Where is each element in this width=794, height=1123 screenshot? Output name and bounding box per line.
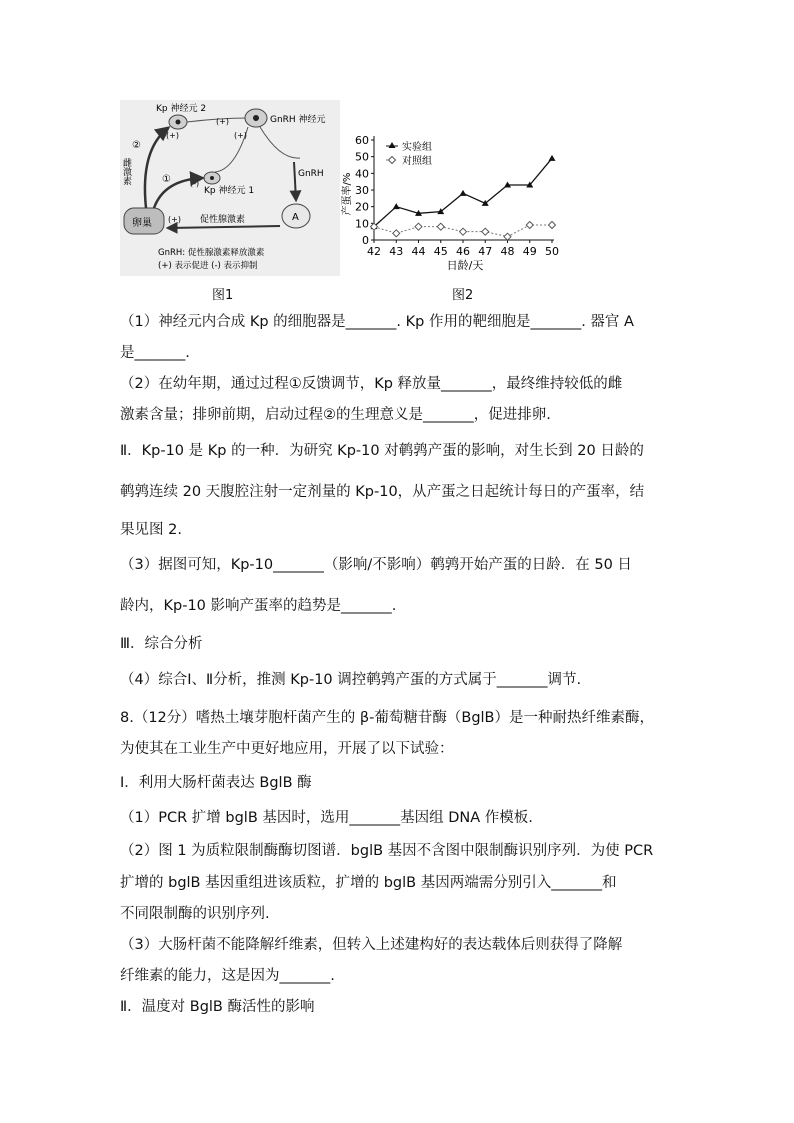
question-1-line-1: （1）神经元内合成 Kp 的细胞器是_______. Kp 作用的靶细胞是_______. 器官 A xyxy=(120,314,634,330)
kp-neuron-1-icon xyxy=(204,172,220,184)
problem-8-q2-line-3: 不同限制酶的识别序列. xyxy=(120,906,270,922)
question-1-line-2: 是_______. xyxy=(120,345,190,361)
circle2-label: ② xyxy=(132,140,141,151)
y-tick-label: 30 xyxy=(355,184,369,197)
data-point-control xyxy=(504,233,511,240)
x-tick-label: 47 xyxy=(478,245,493,258)
figure1-caption: 图1 xyxy=(212,288,234,303)
x-tick-label: 49 xyxy=(522,245,537,258)
y-axis-label: 产蛋率/% xyxy=(342,172,353,216)
x-tick-label: 44 xyxy=(411,245,426,258)
question-3-line-2: 龄内，Kp-10 影响产蛋率的趋势是_______. xyxy=(120,598,397,614)
gnrh-neuron-label: GnRH 神经元 xyxy=(270,115,326,125)
y-tick-label: 60 xyxy=(355,134,369,147)
kp1-label: Kp 神经元 1 xyxy=(204,186,255,196)
section-2-line-1: Ⅱ．Kp-10 是 Kp 的一种．为研究 Kp-10 对鹌鹑产蛋的影响，对生长到 20 日龄的 xyxy=(120,443,644,459)
figure2-chart xyxy=(340,130,560,276)
kp2-label: Kp 神经元 2 xyxy=(156,104,207,114)
data-point-control xyxy=(526,222,533,229)
figure2-caption: 图2 xyxy=(452,288,474,303)
y-tick-label: 40 xyxy=(355,167,369,181)
gonadotropin-label: 促性腺激素 xyxy=(200,215,246,225)
x-tick-label: 46 xyxy=(456,245,470,258)
problem-8-section-2: Ⅱ．温度对 BglB 酶活性的影响 xyxy=(120,999,315,1015)
legend-ctrl-label: 对照组 xyxy=(402,156,432,167)
fig1-legend-1: GnRH: 促性腺激素释放激素 xyxy=(158,248,265,258)
legend-exp-label: 实验组 xyxy=(402,142,432,153)
section-2-line-2: 鹌鹑连续 20 天腹腔注射一定剂量的 Kp-10，从产蛋之日起统计每日的产蛋率，结 xyxy=(120,484,645,500)
minus-label: (-) xyxy=(190,179,200,188)
y-tick-label: 20 xyxy=(355,200,369,214)
data-point-control xyxy=(415,223,422,230)
fig1-legend-2: (+) 表示促进 (-) 表示抑制 xyxy=(158,261,258,271)
estrogen-label: 雌激素 xyxy=(121,158,131,185)
circle1-label: ① xyxy=(162,174,171,185)
problem-8-q3-line-1: （3）大肠杆菌不能降解纤维素，但转入上述建构好的表达载体后则获得了降解 xyxy=(120,937,623,953)
data-point-experimental xyxy=(460,190,467,196)
data-point-control xyxy=(437,223,444,230)
y-tick-label: 50 xyxy=(355,150,369,164)
problem-8-q2-line-2: 扩增的 bglB 基因重组进该质粒，扩增的 bglB 基因两端需分别引入_______和 xyxy=(120,875,617,891)
gnrh-label: GnRH xyxy=(298,169,324,179)
figure1-diagram xyxy=(120,100,340,276)
chart-legend xyxy=(386,140,432,167)
plus-label-1: (+) xyxy=(166,131,179,140)
problem-8-line-2: 为使其在工业生产中更好地应用，开展了以下试验： xyxy=(120,741,454,757)
problem-8-q2-line-1: （2）图 1 为质粒限制酶酶切图谱．bglB 基因不含图中限制酶识别序列．为使 PCR xyxy=(120,843,654,859)
data-point-control xyxy=(549,222,556,229)
x-tick-label: 43 xyxy=(389,245,404,258)
y-tick-label: 0 xyxy=(362,234,369,247)
x-tick-label: 50 xyxy=(545,245,559,258)
plus-label-2: (+) xyxy=(216,117,229,126)
section-3-heading: Ⅲ．综合分析 xyxy=(120,636,203,652)
data-point-control xyxy=(393,230,400,237)
section-2-line-3: 果见图 2. xyxy=(120,522,182,538)
data-point-control xyxy=(482,228,489,235)
question-4-line: （4）综合Ⅰ、Ⅱ分析，推测 Kp-10 调控鹌鹑产蛋的方式属于_______调节. xyxy=(120,672,582,688)
data-point-experimental xyxy=(393,203,400,209)
plus-label-3: (+) xyxy=(234,131,247,140)
data-point-control xyxy=(460,228,467,235)
problem-8-q3-line-2: 纤维素的能力，这是因为_______. xyxy=(120,968,335,984)
organ-a-label: A xyxy=(292,212,299,223)
problem-8-section-1: Ⅰ．利用大肠杆菌表达 BglB 酶 xyxy=(120,775,312,791)
x-tick-label: 42 xyxy=(367,245,381,258)
x-tick-label: 48 xyxy=(500,245,515,258)
x-axis-label: 日龄/天 xyxy=(446,259,484,272)
question-2-line-2: 激素含量；排卵前期，启动过程②的生理意义是_______，促进排卵. xyxy=(120,407,551,423)
plus-label-4: (+) xyxy=(168,215,181,224)
question-3-line-1: （3）据图可知，Kp-10_______（影响/不影响）鹌鹑开始产蛋的日龄．在 50 日 xyxy=(120,557,632,573)
question-2-line-1: （2）在幼年期，通过过程①反馈调节，Kp 释放量_______，最终维持较低的雌 xyxy=(120,376,623,392)
x-tick-label: 45 xyxy=(433,245,448,258)
problem-8-line-1: 8.（12分）嗜热土壤芽胞杆菌产生的 β-葡萄糖苷酶（BglB）是一种耐热纤维素酶， xyxy=(120,710,655,726)
data-point-experimental xyxy=(549,155,556,161)
kp-neuron-2-icon xyxy=(169,115,248,129)
ovary-label: 卵巢 xyxy=(132,218,152,229)
problem-8-q1: （1）PCR 扩增 bglB 基因时，选用_______基因组 DNA 作模板. xyxy=(120,810,533,826)
y-tick-label: 10 xyxy=(355,217,369,231)
